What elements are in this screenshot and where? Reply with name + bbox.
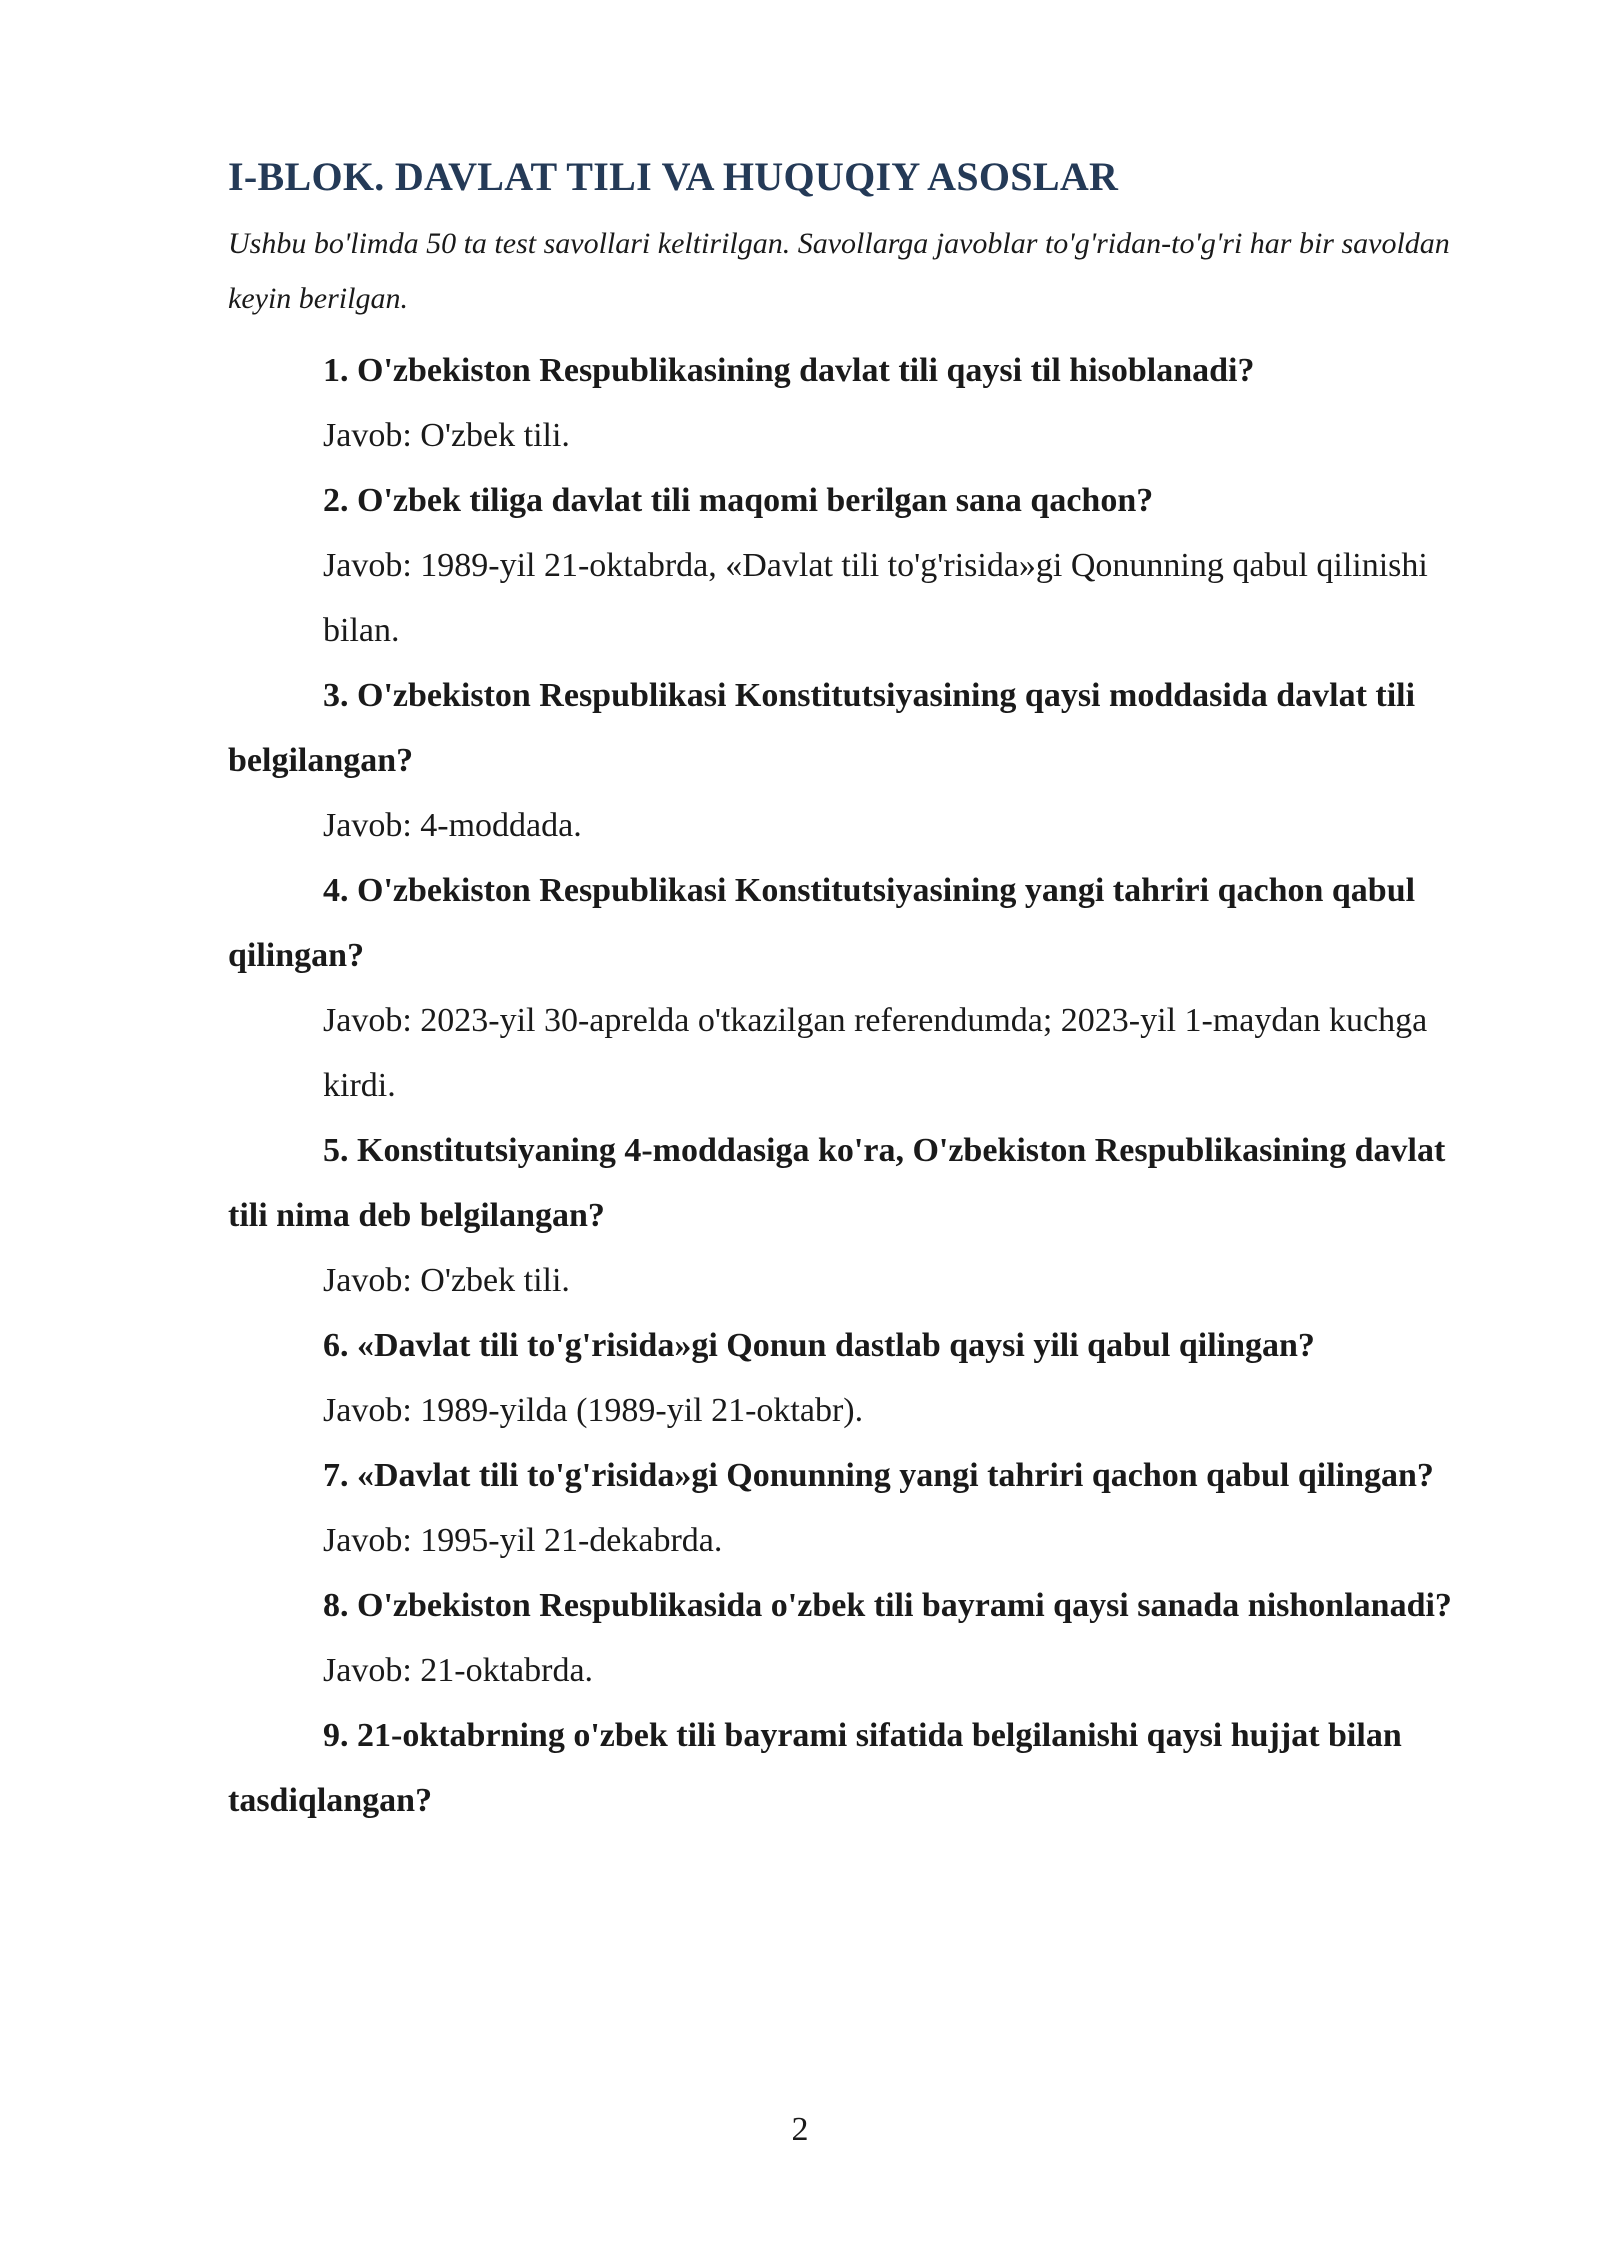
question-text: 7. «Davlat tili to'g'risida»gi Qonunning yangi tahriri qachon qabul qilingan?: [323, 1457, 1434, 1494]
answer-text: Javob: 1989-yilda (1989-yil 21-oktabr).: [323, 1392, 864, 1429]
answer-text: Javob: 1989-yil 21-oktabrda, «Davlat tili to'g'risida»gi Qonunning qabul qilinishi bilan.: [323, 547, 1428, 649]
question-text: 5. Konstitutsiyaning 4-moddasiga ko'ra, O'zbekiston Respublikasining davlat tili nima deb belgilangan?: [228, 1132, 1446, 1234]
question-text: 4. O'zbekiston Respublikasi Konstitutsiyasining yangi tahriri qachon qabul qilingan?: [228, 872, 1416, 974]
answer-text: Javob: 1995-yil 21-dekabrda.: [323, 1522, 723, 1559]
qa-item-8: [228, 1573, 1478, 1703]
question-text: 8. O'zbekiston Respublikasida o'zbek tili bayrami qaysi sanada nishonlanadi?: [323, 1587, 1452, 1624]
question-text: 1. O'zbekiston Respublikasining davlat tili qaysi til hisoblanadi?: [323, 352, 1255, 389]
page-number: 2: [791, 2111, 809, 2148]
qa-item-1: [228, 338, 1478, 468]
answer-text: Javob: O'zbek tili.: [323, 1262, 570, 1299]
qa-item-2: [228, 468, 1478, 663]
qa-item-4: [228, 858, 1478, 1118]
document-page: [228, 150, 1478, 1833]
question-text: 6. «Davlat tili to'g'risida»gi Qonun dastlab qaysi yili qabul qilingan?: [323, 1327, 1315, 1364]
answer-text: Javob: 2023-yil 30-aprelda o'tkazilgan referendumda; 2023-yil 1-maydan kuchga kirdi.: [323, 1002, 1428, 1104]
qa-item-5: [228, 1118, 1478, 1313]
qa-item-6: [228, 1313, 1478, 1443]
qa-item-7: [228, 1443, 1478, 1573]
answer-text: Javob: 4-moddada.: [323, 807, 582, 844]
answer-text: Javob: O'zbek tili.: [323, 417, 570, 454]
question-text: 9. 21-oktabrning o'zbek tili bayrami sifatida belgilanishi qaysi hujjat bilan tasdiqlangan?: [228, 1717, 1402, 1819]
question-text: 3. O'zbekiston Respublikasi Konstitutsiyasining qaysi moddasida davlat tili belgilangan?: [228, 677, 1416, 779]
qa-item-3: [228, 663, 1478, 858]
qa-item-9: [228, 1703, 1478, 1833]
answer-text: Javob: 21-oktabrda.: [323, 1652, 594, 1689]
section-intro: Ushbu bo'limda 50 ta test savollari keltirilgan. Savollarga javoblar to'g'ridan-to'g'ri har bir savoldan keyin berilgan.: [228, 227, 1450, 315]
question-text: 2. O'zbek tiliga davlat tili maqomi berilgan sana qachon?: [323, 482, 1154, 519]
section-heading: I-BLOK. DAVLAT TILI VA HUQUQIY ASOSLAR: [228, 154, 1119, 199]
